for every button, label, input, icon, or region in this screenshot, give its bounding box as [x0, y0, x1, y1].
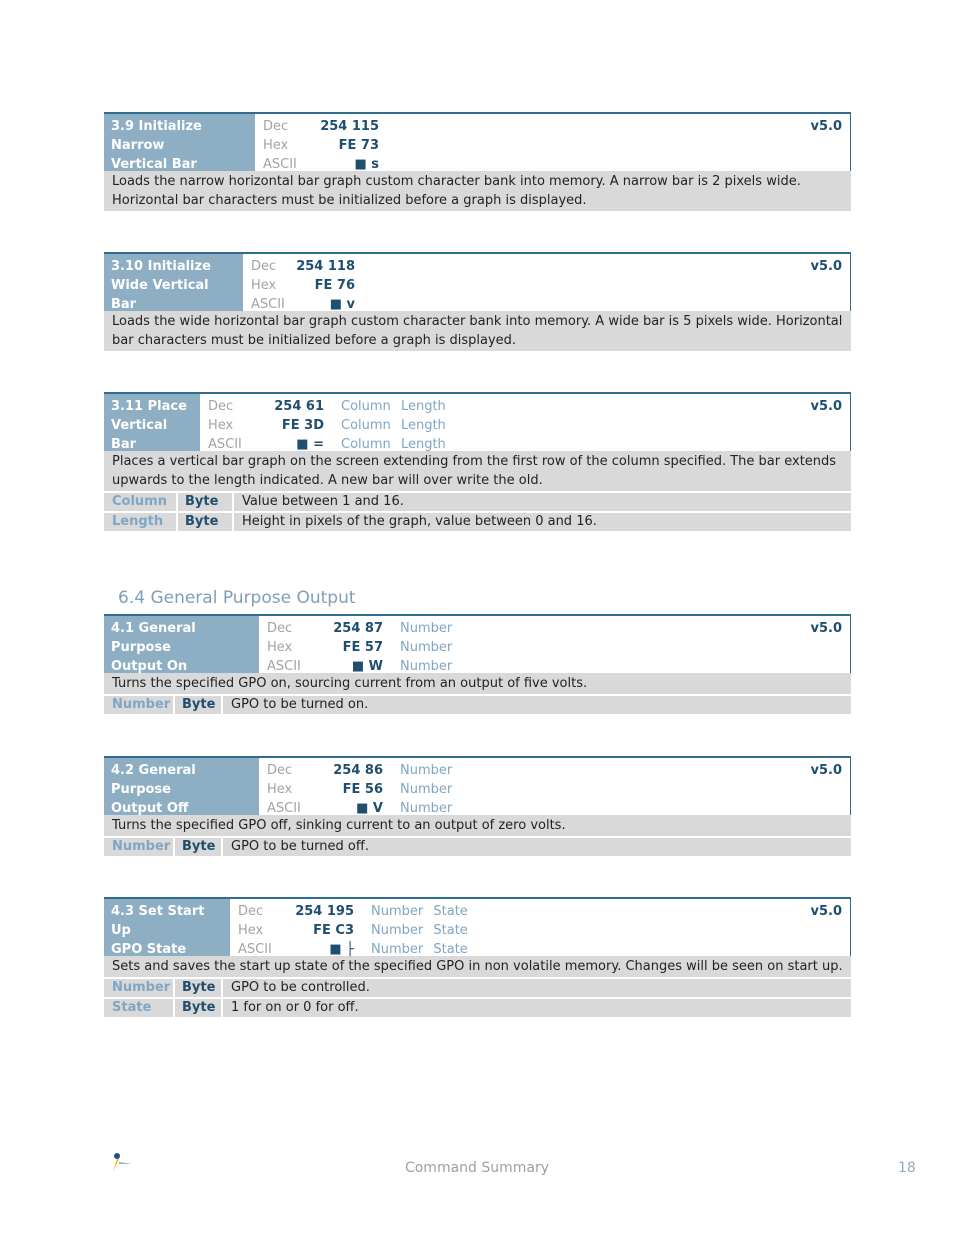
- hex-value: FE 57: [342, 640, 383, 655]
- param-number: Number: [371, 923, 424, 938]
- param-name: Length: [104, 513, 178, 531]
- command-description: [104, 311, 851, 351]
- description-line-1: Places a vertical bar graph on the screen extending from the first row of the column specified. The bar extends: [112, 454, 837, 469]
- command-block-4-1: [104, 614, 851, 714]
- param-number: Number: [400, 782, 453, 797]
- command-title: [104, 394, 200, 451]
- param-row: [104, 696, 851, 714]
- dec-value: 254 86: [333, 763, 383, 778]
- param-description: 1 for on or 0 for off.: [231, 1000, 359, 1015]
- code-params: [400, 619, 453, 674]
- param-number: Number: [371, 904, 424, 919]
- code-values: [321, 761, 383, 816]
- param-number: Number: [400, 763, 453, 778]
- param-state: State: [433, 942, 468, 957]
- ascii-value: ■ V: [356, 801, 383, 816]
- hex-value: FE 73: [338, 138, 379, 153]
- ascii-label: ASCII: [267, 801, 301, 816]
- title-line-1: 3.9 Initialize Narrow: [111, 119, 202, 153]
- command-title: [104, 899, 230, 956]
- command-codes: [259, 758, 850, 815]
- command-header: [104, 252, 851, 311]
- param-number: Number: [371, 942, 424, 957]
- dec-label: Dec: [208, 399, 234, 414]
- command-header: [104, 897, 851, 956]
- ascii-label: ASCII: [208, 437, 242, 452]
- code-values: [313, 117, 379, 172]
- dec-label: Dec: [267, 621, 293, 636]
- param-name: Number: [104, 979, 175, 997]
- param-column: Column: [341, 437, 391, 452]
- param-length: Length: [400, 437, 446, 452]
- ascii-label: ASCII: [238, 942, 272, 957]
- dec-label: Dec: [238, 904, 264, 919]
- ascii-label: ASCII: [267, 659, 301, 674]
- title-line-2: Output On: [111, 659, 188, 674]
- param-column: Column: [341, 399, 391, 414]
- param-row: [104, 979, 851, 997]
- description-line-1: Sets and saves the start up state of the specified GPO in non volatile memory. Changes will be seen on start up.: [112, 959, 843, 974]
- dec-value: 254 87: [333, 621, 383, 636]
- ascii-value: ■ =: [296, 437, 324, 452]
- code-values: [292, 902, 354, 957]
- command-block-3-10: [104, 252, 851, 351]
- param-number: Number: [400, 621, 453, 636]
- description-line-1: Loads the narrow horizontal bar graph custom character bank into memory. A narrow bar is 2 pixels wide.: [112, 174, 801, 189]
- hex-label: Hex: [263, 138, 289, 153]
- description-line-2: Horizontal bar characters must be initialized before a graph is displayed.: [112, 193, 587, 208]
- command-title: [104, 254, 243, 311]
- hex-value: FE 76: [314, 278, 355, 293]
- dec-value: 254 118: [296, 259, 355, 274]
- hex-label: Hex: [267, 782, 293, 797]
- ascii-label: ASCII: [263, 157, 297, 172]
- version-label: v5.0: [810, 399, 842, 414]
- title-line-2: Vertical Bar: [111, 418, 168, 452]
- param-type: Byte: [178, 493, 234, 511]
- param-name: Column: [104, 493, 178, 511]
- hex-label: Hex: [238, 923, 264, 938]
- ascii-value: ■ ├: [329, 942, 354, 957]
- version-label: v5.0: [810, 904, 842, 919]
- command-title: [104, 114, 255, 171]
- description-line-1: Turns the specified GPO on, sourcing current from an output of five volts.: [112, 676, 588, 691]
- param-number: Number: [400, 801, 453, 816]
- param-description: GPO to be controlled.: [231, 980, 370, 995]
- param-name: State: [104, 999, 175, 1017]
- version-label: v5.0: [810, 259, 842, 274]
- dec-label: Dec: [251, 259, 277, 274]
- param-number: Number: [400, 659, 453, 674]
- command-title: [104, 758, 259, 815]
- param-type: Byte: [175, 979, 223, 997]
- command-codes: [243, 254, 850, 311]
- param-state: State: [433, 923, 468, 938]
- command-description: [104, 673, 851, 694]
- section-heading: 6.4 General Purpose Output: [118, 588, 356, 608]
- code-labels: [208, 397, 258, 452]
- title-line-1: 3.10 Initialize: [111, 259, 211, 274]
- param-description: Height in pixels of the graph, value between 0 and 16.: [242, 514, 597, 529]
- command-codes: [230, 899, 850, 956]
- param-description: Value between 1 and 16.: [242, 494, 404, 509]
- param-type: Byte: [175, 838, 223, 856]
- command-block-3-9: [104, 112, 851, 211]
- param-type: Byte: [175, 999, 223, 1017]
- hex-value: FE 56: [342, 782, 383, 797]
- title-line-2: Wide Vertical Bar: [111, 278, 209, 312]
- ascii-value: ■ W: [351, 659, 383, 674]
- dec-value: 254 195: [295, 904, 354, 919]
- code-params: [400, 761, 453, 816]
- code-labels: [267, 761, 321, 816]
- ascii-value: ■ s: [354, 157, 379, 172]
- hex-label: Hex: [251, 278, 277, 293]
- command-description: [104, 815, 851, 836]
- command-block-3-11: [104, 392, 851, 531]
- description-line-1: Loads the wide horizontal bar graph custom character bank into memory. A wide bar is 5 pixels wide. Horizontal: [112, 314, 843, 329]
- param-name: Number: [104, 696, 175, 714]
- command-codes: [255, 114, 850, 171]
- command-codes: [259, 616, 850, 673]
- command-header: [104, 392, 851, 451]
- param-length: Length: [400, 399, 446, 414]
- param-row: [104, 513, 851, 531]
- command-block-4-2: [104, 756, 851, 856]
- ascii-label: ASCII: [251, 297, 285, 312]
- command-description: [104, 956, 851, 977]
- param-length: Length: [400, 418, 446, 433]
- param-name: Number: [104, 838, 175, 856]
- hex-value: FE C3: [313, 923, 354, 938]
- title-line-1: 4.2 General Purpose: [111, 763, 196, 797]
- param-number: Number: [400, 640, 453, 655]
- command-description: [104, 451, 851, 491]
- description-line-1: Turns the specified GPO off, sinking current to an output of zero volts.: [112, 818, 566, 833]
- code-labels: [263, 117, 313, 172]
- version-label: v5.0: [810, 763, 842, 778]
- dec-value: 254 115: [320, 119, 379, 134]
- param-type: Byte: [178, 513, 234, 531]
- dec-label: Dec: [267, 763, 293, 778]
- title-line-1: 3.11 Place: [111, 399, 187, 414]
- command-description: [104, 171, 851, 211]
- code-labels: [251, 257, 293, 312]
- command-codes: [200, 394, 850, 451]
- param-type: Byte: [175, 696, 223, 714]
- page-number: 18: [898, 1160, 916, 1176]
- title-line-2: GPO State: [111, 942, 187, 957]
- param-description: GPO to be turned on.: [231, 697, 369, 712]
- command-block-4-3: [104, 897, 851, 1017]
- command-header: [104, 756, 851, 815]
- param-state: State: [433, 904, 468, 919]
- title-line-1: 4.1 General Purpose: [111, 621, 196, 655]
- code-values: [321, 619, 383, 674]
- code-params: [341, 397, 446, 452]
- code-labels: [238, 902, 292, 957]
- hex-value: FE 3D: [281, 418, 324, 433]
- command-header: [104, 112, 851, 171]
- description-line-2: upwards to the length indicated. A new bar will over write the old.: [112, 473, 543, 488]
- title-line-1: 4.3 Set Start Up: [111, 904, 205, 938]
- title-line-2: Vertical Bar: [111, 157, 197, 172]
- description-line-2: bar characters must be initialized before a graph is displayed.: [112, 333, 517, 348]
- version-label: v5.0: [810, 621, 842, 636]
- command-title: [104, 616, 259, 673]
- footer-title: Command Summary: [404, 1160, 550, 1176]
- code-labels: [267, 619, 321, 674]
- dec-value: 254 61: [274, 399, 324, 414]
- hex-label: Hex: [267, 640, 293, 655]
- code-values: [293, 257, 355, 312]
- param-row: [104, 838, 851, 856]
- param-description: GPO to be turned off.: [231, 839, 369, 854]
- param-row: [104, 493, 851, 511]
- hex-label: Hex: [208, 418, 234, 433]
- dec-label: Dec: [263, 119, 289, 134]
- code-values: [258, 397, 324, 452]
- command-header: [104, 614, 851, 673]
- param-row: [104, 999, 851, 1017]
- title-line-2: Output Off: [111, 801, 189, 816]
- ascii-value: ■ v: [329, 297, 355, 312]
- code-params: [371, 902, 468, 957]
- param-column: Column: [341, 418, 391, 433]
- version-label: v5.0: [810, 119, 842, 134]
